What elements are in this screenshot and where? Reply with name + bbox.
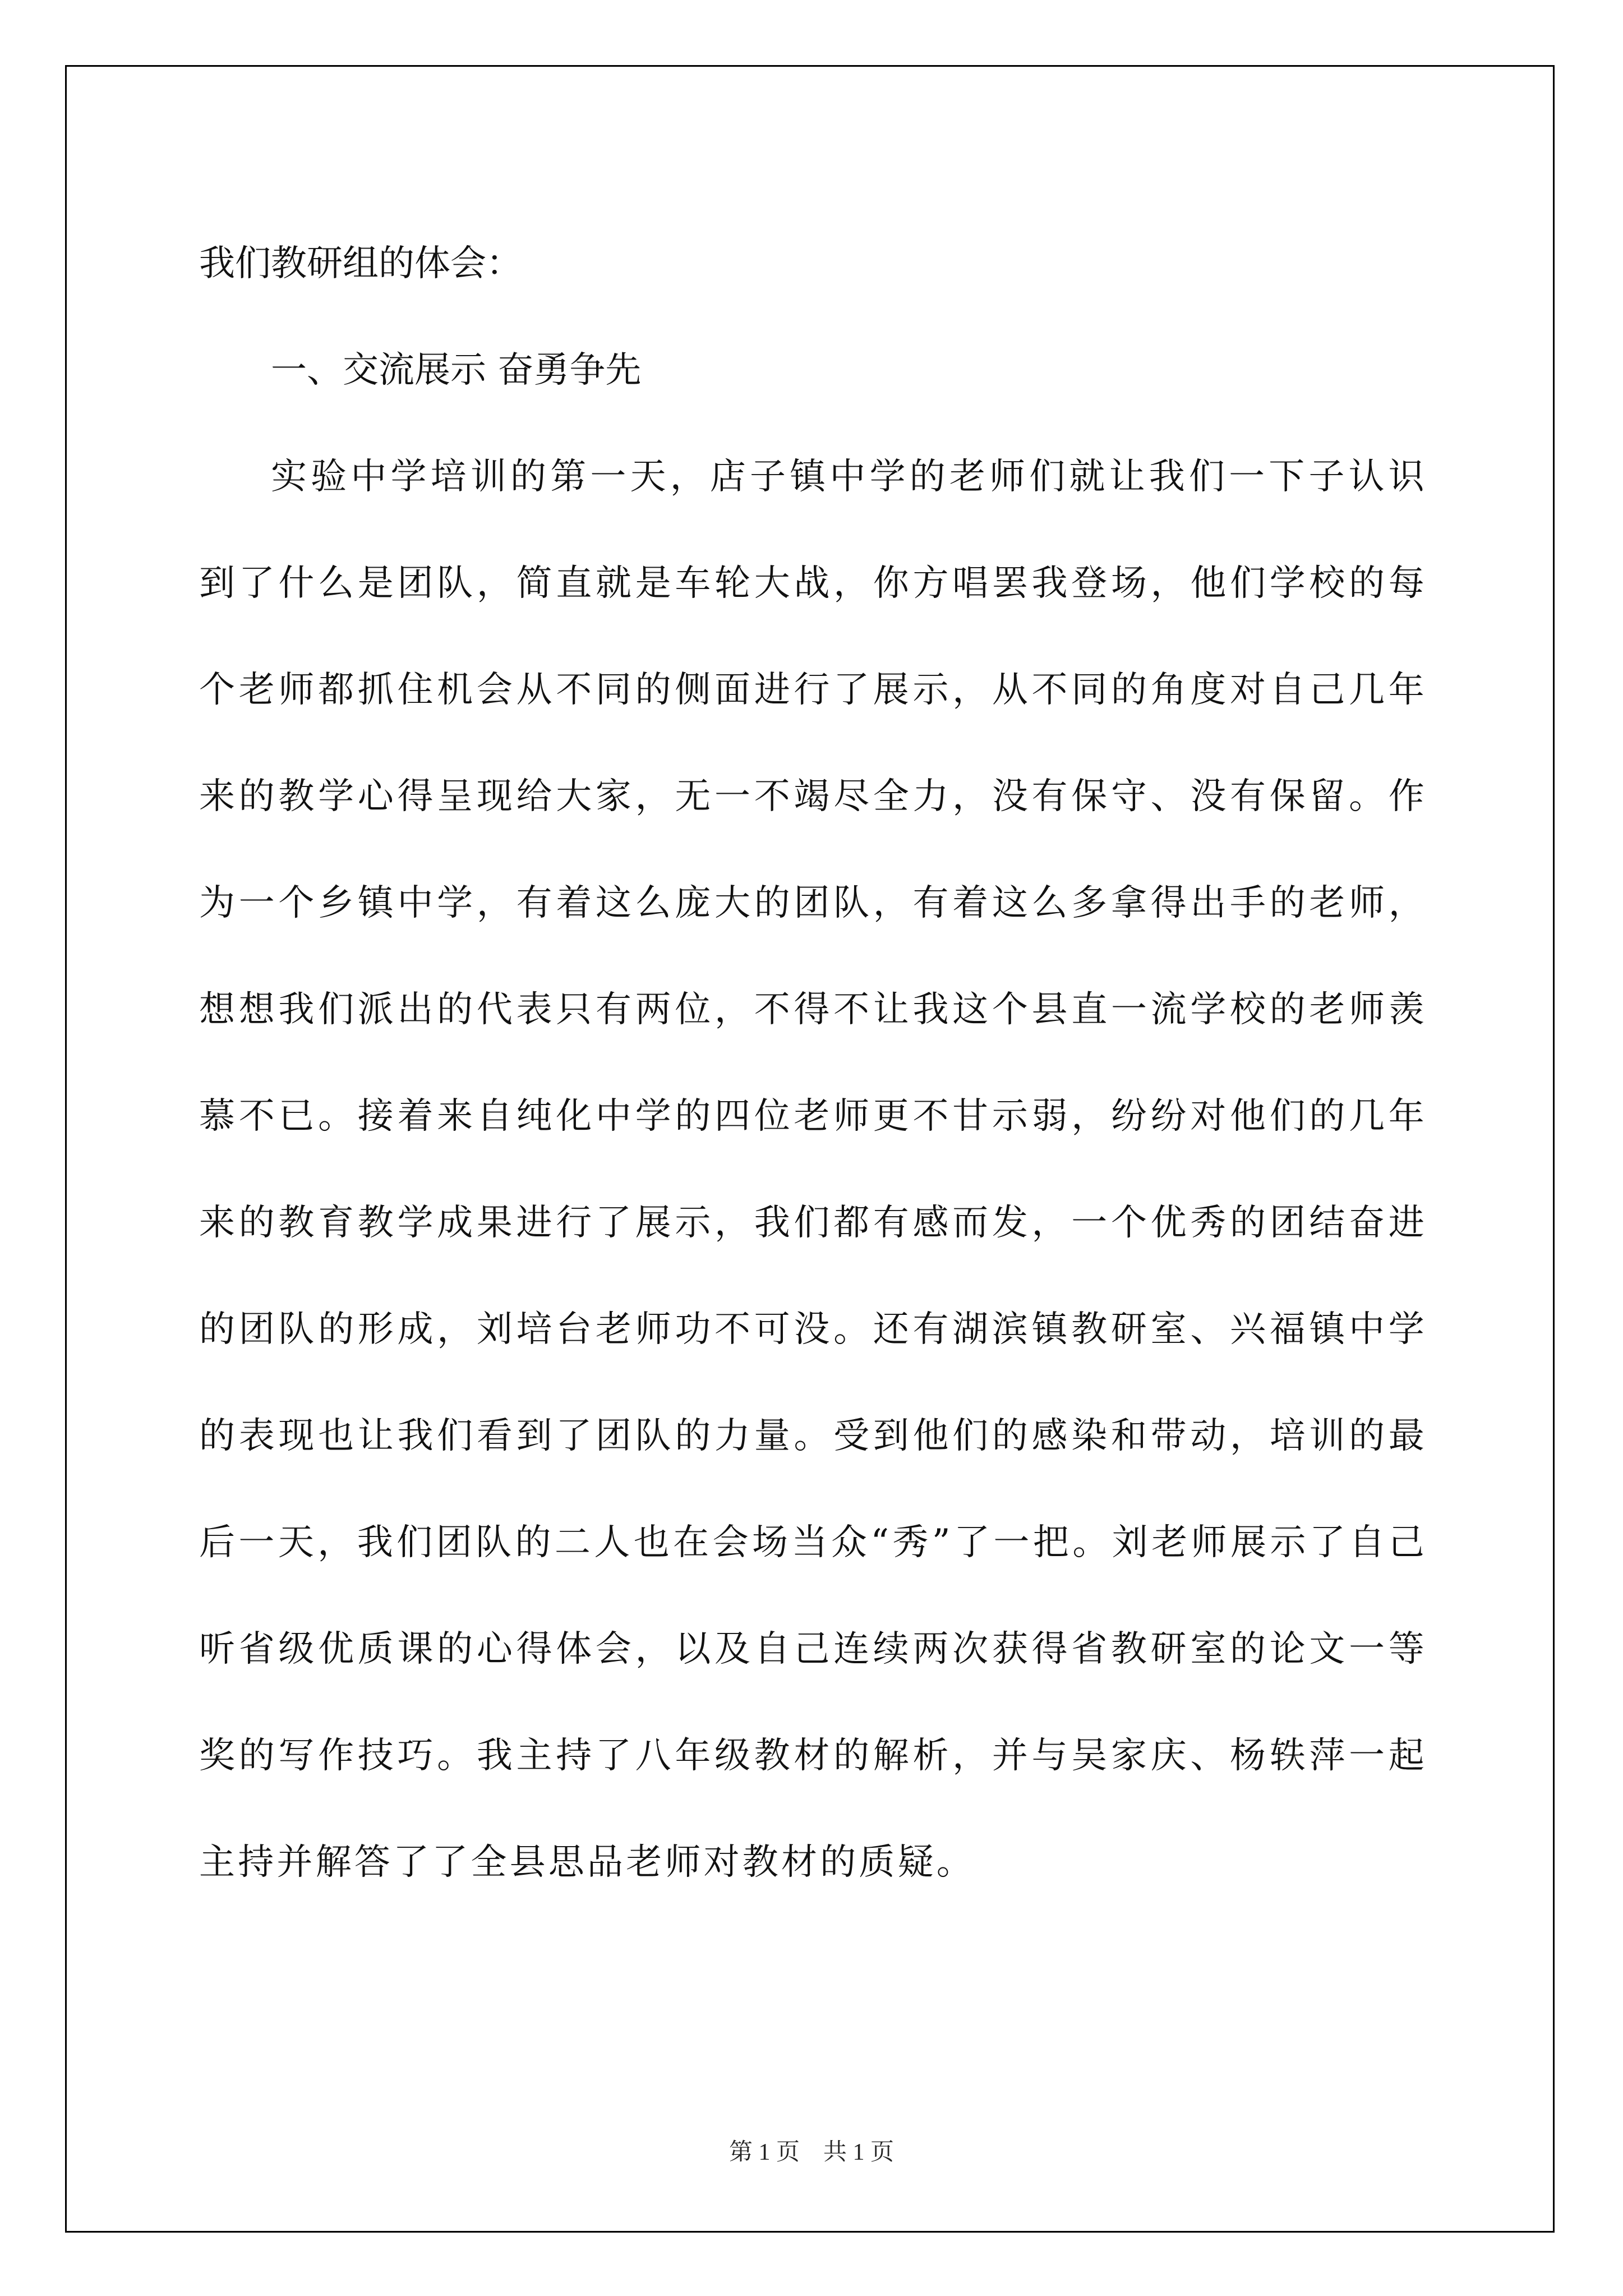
intro-line: 我们教研组的体会： [199,243,522,284]
body-paragraph: 实验中学培训的第一天，店子镇中学的老师们就让我们一下子认识到了什么是团队，简直就是车轮大战，你方唱罢我登场，他们学校的每个老师都抓住机会从不同的侧面进行了展示，从不同的角度对自己几年来的教学心得呈现给大家，无一不竭尽全力，没有保守、没有保留。作为一个乡镇中学，有着这么庞大的团队，有着这么多拿得出手的老师，想想我们派出的代表只有两位，不得不让我这个县直一流学校的老师羡慕不已。接着来自纯化中学的四位老师更不甘示弱，纷纷对他们的几年来的教育教学成果进行了展示，我们都有感而发，一个优秀的团结奋进的团队的形成，刘培台老师功不可没。还有湖滨镇教研室、兴福镇中学的表现也让我们看到了团队的力量。受到他们的感染和带动，培训的最后一天，我们团队的二人也在会场当众“秀”了一把。刘老师展示了自己听省级优质课的心得体会，以及自己连续两次获得省教研室的论文一等奖的写作技巧。我主持了八年级教材的解析，并与吴家庆、杨轶萍一起主持并解答了了全县思品老师对教材的质疑。 [199,456,1427,1883]
page-footer: 第 1 页 共 1 页 [728,2139,894,2165]
section-heading: 一、交流展示 奋勇争先 [271,349,642,391]
document-body [199,210,1427,1916]
